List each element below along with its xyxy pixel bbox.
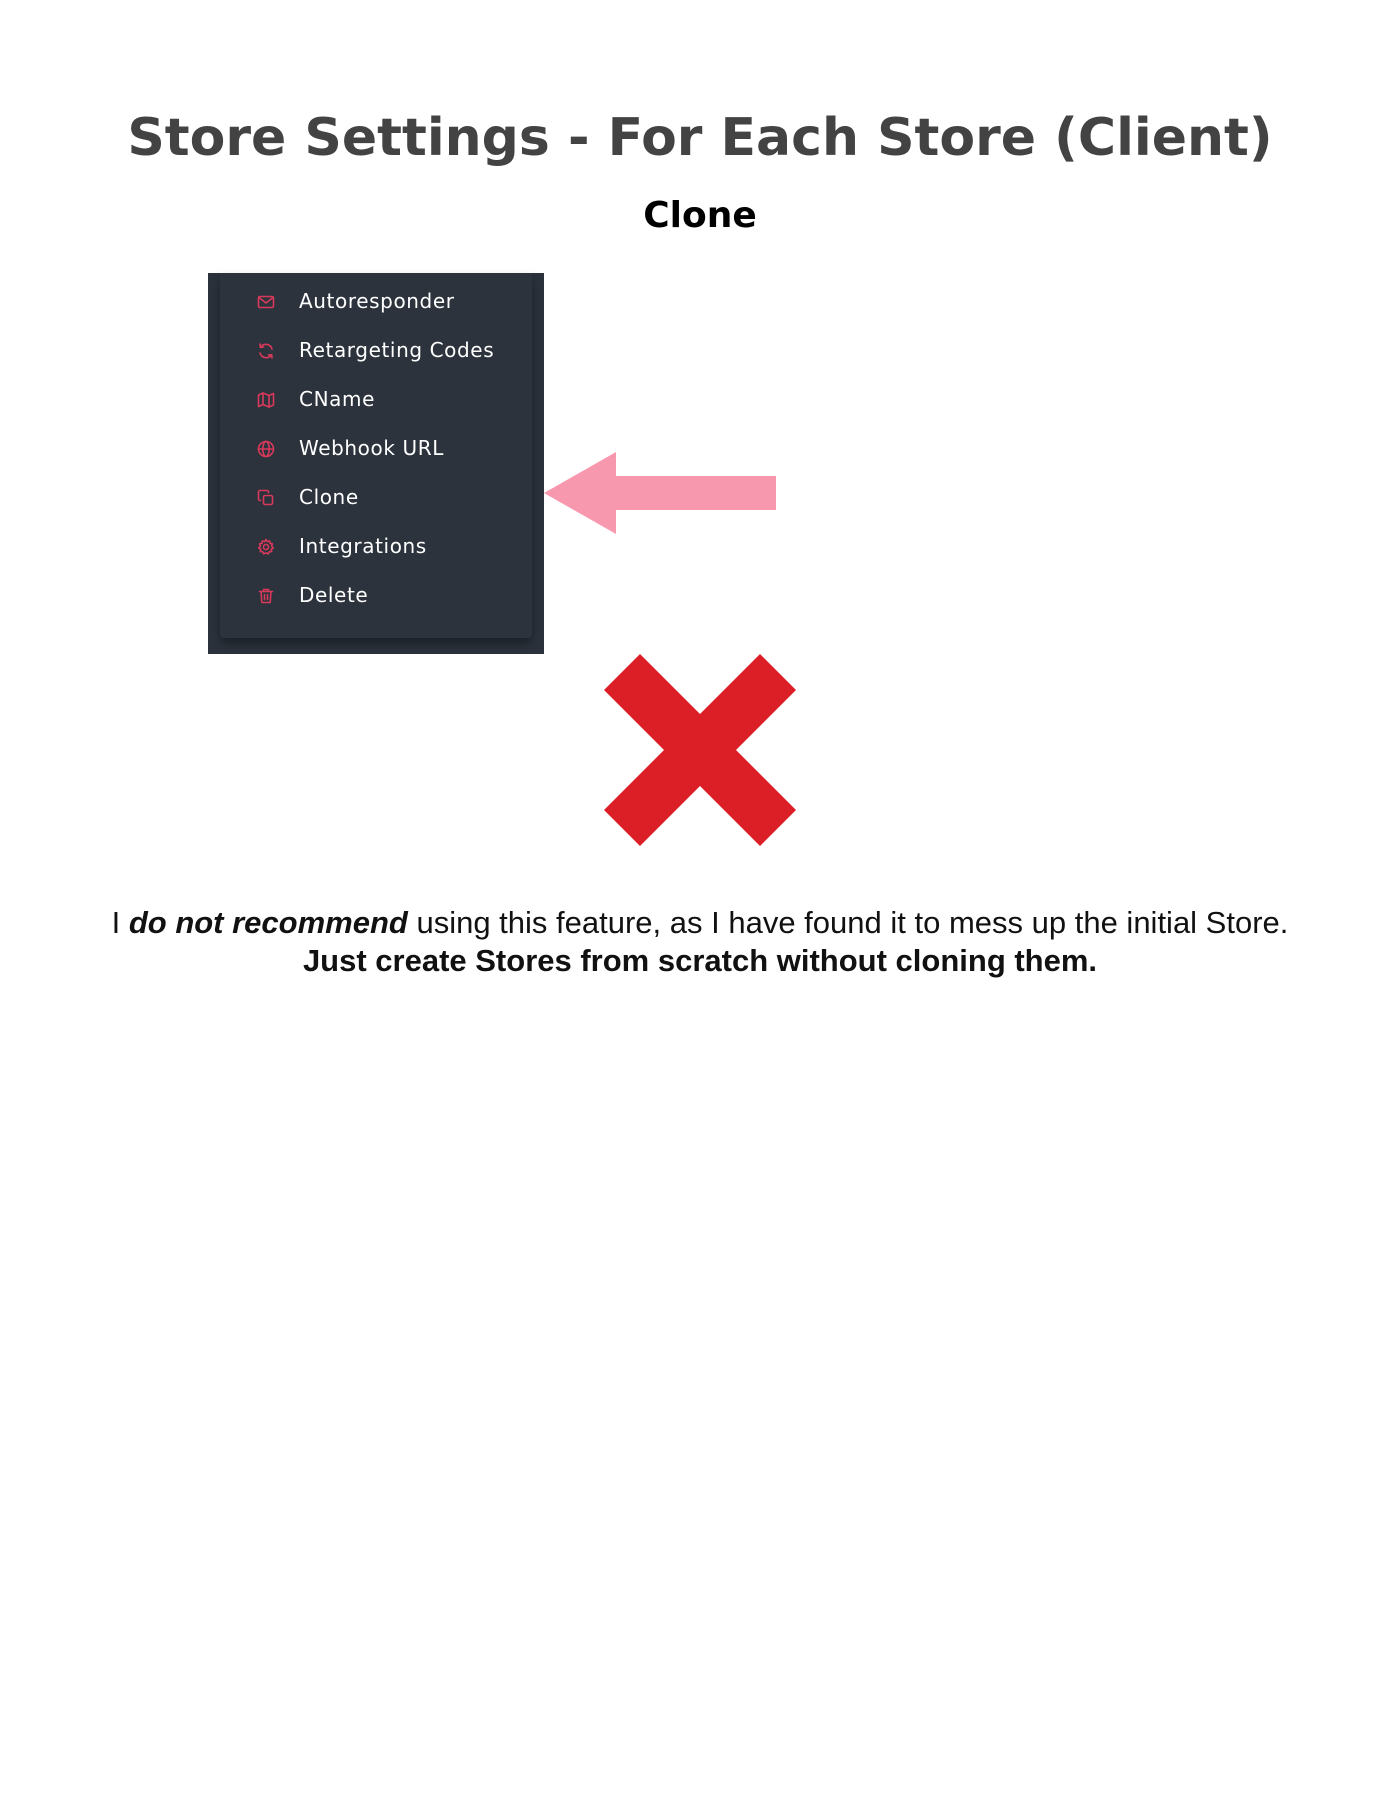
- body-emphasis: do not recommend: [128, 905, 408, 940]
- x-mark-icon: [604, 654, 796, 846]
- menu-item-cname[interactable]: [220, 375, 532, 424]
- body-middle: using this feature, as I have found it to mess up the initial Store.: [407, 905, 1289, 940]
- menu-item-integrations[interactable]: [220, 522, 532, 571]
- menu-item-label: Webhook URL: [299, 436, 444, 460]
- refresh-icon: [256, 341, 276, 361]
- map-icon: [256, 390, 276, 410]
- recommendation-text: [100, 904, 1300, 980]
- gear-icon: [256, 537, 276, 557]
- left-arrow-icon: [544, 452, 776, 534]
- menu-item-delete[interactable]: [220, 571, 532, 620]
- trash-icon: [256, 586, 276, 606]
- menu-item-label: Autoresponder: [299, 289, 455, 313]
- copy-icon: [256, 488, 276, 508]
- body-strong: Just create Stores from scratch without cloning them.: [302, 943, 1098, 978]
- section-title: Clone: [643, 195, 757, 236]
- menu-item-label: Retargeting Codes: [299, 338, 495, 362]
- menu-item-label: Delete: [299, 583, 369, 607]
- menu-item-label: Clone: [299, 485, 359, 509]
- dropdown-menu: [220, 273, 532, 638]
- menu-item-retargeting-codes[interactable]: [220, 326, 532, 375]
- menu-item-label: CName: [299, 387, 375, 411]
- mail-icon: [256, 292, 276, 312]
- menu-item-clone[interactable]: [220, 473, 532, 522]
- menu-item-autoresponder[interactable]: [220, 277, 532, 326]
- menu-item-webhook-url[interactable]: [220, 424, 532, 473]
- body-prefix: I: [111, 905, 129, 940]
- menu-item-label: Integrations: [299, 534, 427, 558]
- globe-icon: [256, 439, 276, 459]
- page-title: Store Settings - For Each Store (Client): [127, 108, 1273, 168]
- store-actions-menu-screenshot: [208, 273, 544, 654]
